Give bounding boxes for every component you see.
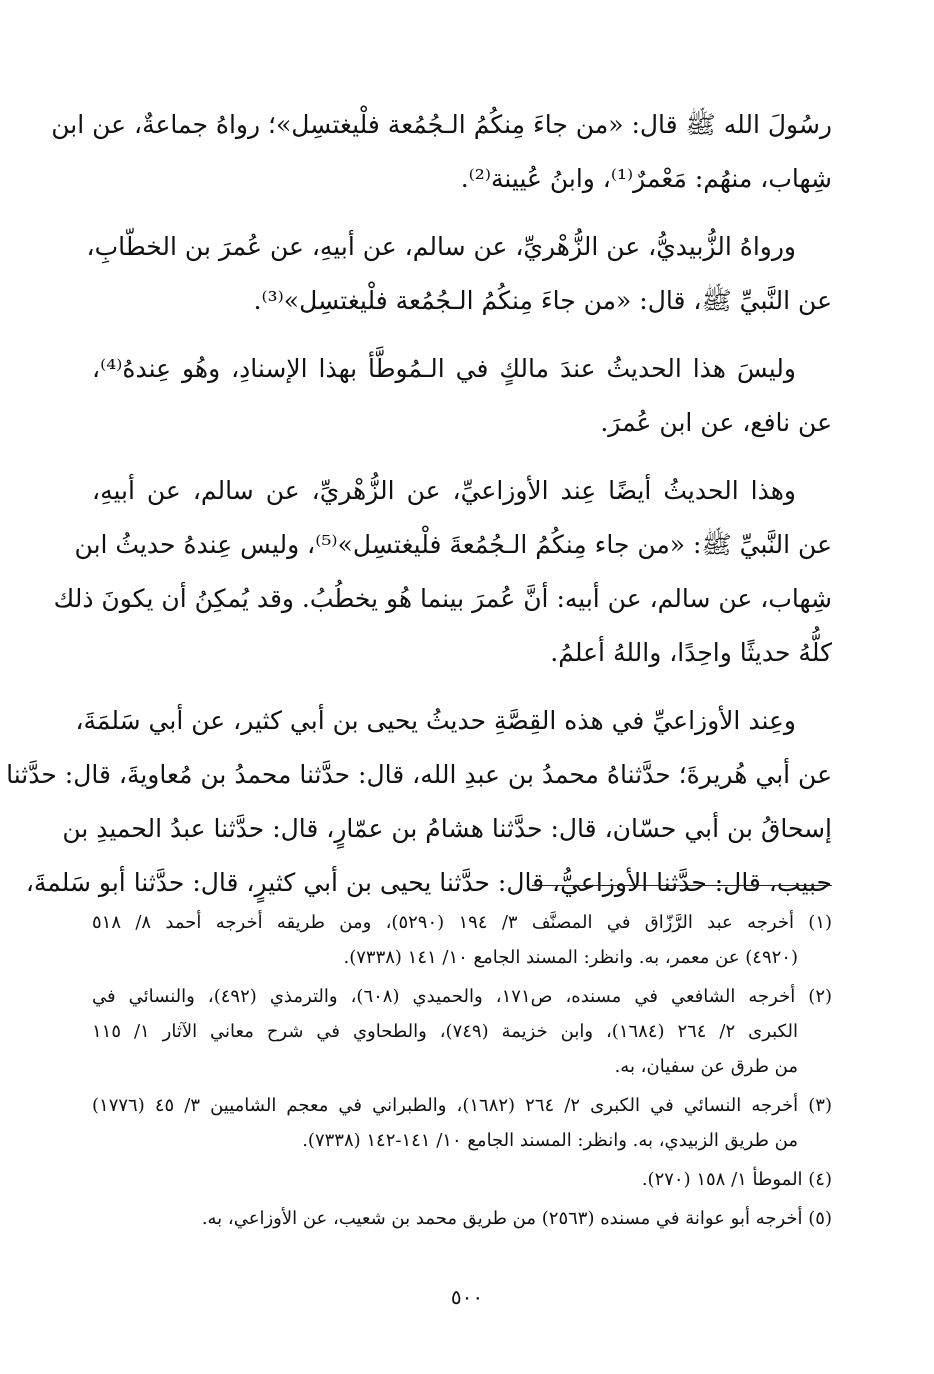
footnote-line: (٢) أخرجه الشافعي في مسنده، ص١٧١، والحميدي (٦٠٨)، والترمذي (٤٩٢)، والنسائي في [92,986,833,1007]
text-line: وعِند الأوزاعيِّ في هذه القِصَّةِ حديثُ يحيى بن أبي كثير، عن أبي سَلمَةَ، [75,706,796,735]
text-line: إسحاقُ بن أبي حسّان، قال: حدَّثنا هشامُ بن عمّارٍ، قال: حدَّثنا عبدُ الحميدِ بن [62,814,832,843]
paragraph-5 [6,694,832,910]
text-line: شِهاب، عن سالم، عن أبيه: أنَّ عُمرَ بينما هُو يخطُبُ. وقد يُمكِنُ أن يكونَ ذلك [53,584,832,613]
footnote-4: (٤) الموطأ ١/ ١٥٨ (٢٧٠). [641,1169,832,1190]
footnote-line: الكبرى ٢/ ٢٦٤ (١٦٨٤)، وابن خزيمة (٧٤٩)، والطحاوي في شرح معاني الآثار ١/ ١١٥ [92,1021,798,1042]
text-line: رسُولَ الله ﷺ قال: «من جاءَ مِنكُمُ الـجُمُعة فلْيغتسِل»؛ رواهُ جماعةٌ، عن ابن [51,110,832,139]
footnote-line: (٤٩٢٠) عن معمر، به. وانظر: المسند الجامع ١٠/ ١٤١ (٧٣٣٨). [343,947,798,968]
footnote-2 [92,979,832,1084]
text-line: وهذا الحديثُ أيضًا عِند الأوزاعيِّ، عن الزُّهْريِّ، عن سالم، عن أبيهِ، [92,476,796,505]
footnote-1 [92,905,832,975]
footnote-separator [532,885,832,886]
footnote-line: من طرق عن سفيان، به. [614,1056,798,1077]
footnote-line: من طريق الزبيدي، به. وانظر: المسند الجامع ١٠/ ١٤١-١٤٢ (٧٣٣٨). [302,1130,798,1151]
footnote-3 [92,1088,832,1158]
text-line: حبيب، قال: حدَّثنا الأوزاعيُّ، قال: حدَّثنا يحيى بن أبي كثيرٍ، قال: حدَّثنا أبو سَلمةَ، [25,868,832,897]
text-line: عن نافع، عن ابن عُمرَ. [600,408,832,437]
main-text [6,98,832,910]
text-line: شِهاب، منهُم: مَعْمرٌ⁽¹⁾، وابنُ عُيينة⁽²⁾. [460,164,832,193]
footnote-5: (٥) أخرجه أبو عوانة في مسنده (٢٥٦٣) من طريق محمد بن شعيب، عن الأوزاعي، به. [201,1208,832,1229]
paragraph-2 [86,220,832,328]
text-line: وليسَ هذا الحديثُ عندَ مالكٍ في الـمُوطَّأ بهذا الإسنادِ، وهُو عِندهُ⁽⁴⁾، [92,354,796,383]
paragraph-1 [51,98,832,206]
paragraph-4 [53,464,832,680]
text-line: كلُّهُ حديثًا واحِدًا، واللهُ أعلمُ. [550,638,832,667]
footnotes [92,905,832,1236]
page-number: ٥٠٠ [450,1285,484,1309]
text-line: عن أبي هُريرةَ؛ حدَّثناهُ محمدُ بن عبدِ الله، قال: حدَّثنا محمدُ بن مُعاويةَ، قال: حدَّثنا [6,760,832,789]
paragraph-3 [92,342,832,450]
text-line: عن النَّبيِّ ﷺ، قال: «من جاءَ مِنكُمُ الـجُمُعة فلْيغتسِل»⁽³⁾. [253,286,832,315]
footnote-line: (٣) أخرجه النسائي في الكبرى ٢/ ٢٦٤ (١٦٨٢)، والطبراني في معجم الشاميين ٣/ ٤٥ (١٧٧٦) [92,1095,832,1116]
text-line: ورواهُ الزُّبيديُّ، عن الزُّهْريِّ، عن سالم، عن أبيهِ، عن عُمرَ بن الخطّابِ، [86,232,796,261]
footnote-line: (١) أخرجه عبد الرَّزّاق في المصنَّف ٣/ ١٩٤ (٥٢٩٠)، ومن طريقه أخرجه أحمد ٨/ ٥١٨ [92,912,833,933]
text-line: عن النَّبيِّ ﷺ: «من جاء مِنكُمُ الـجُمُعةَ فلْيغتسِل»⁽⁵⁾، وليس عِندهُ حديثُ ابن [74,530,832,559]
